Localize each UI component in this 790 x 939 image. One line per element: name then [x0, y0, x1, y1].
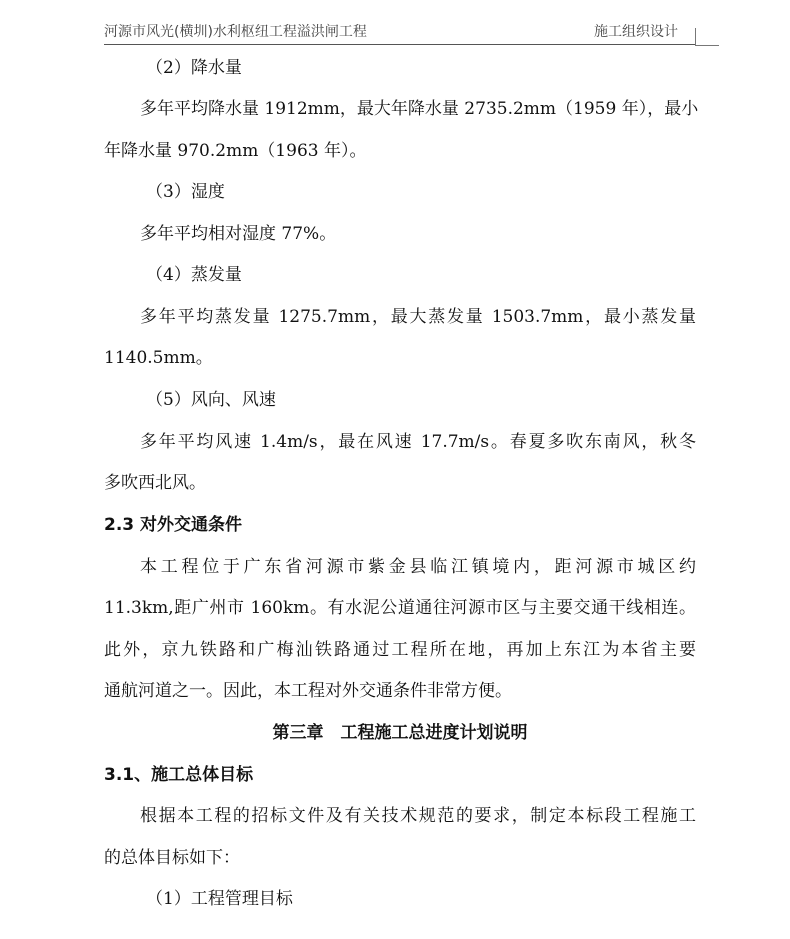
paragraph-line: 的总体目标如下：: [104, 848, 240, 868]
paragraph-line: 多年平均风速 1.4m/s，最在风速 17.7m/s。春夏多吹东南风，秋冬: [140, 432, 696, 452]
subheading-humidity: （3）湿度: [146, 182, 225, 202]
header-doc-type: 施工组织设计: [594, 24, 678, 40]
paragraph-line: 年降水量 970.2mm（1963 年）。: [104, 141, 367, 161]
paragraph-line: 根据本工程的招标文件及有关技术规范的要求，制定本标段工程施工: [140, 806, 696, 826]
paragraph-line: 多吹西北风。: [104, 473, 206, 493]
subheading-rainfall: （2）降水量: [146, 58, 242, 78]
header-project-title: 河源市风光(横圳)水利枢纽工程溢洪闸工程: [104, 24, 367, 40]
subheading-evaporation: （4）蒸发量: [146, 265, 242, 285]
paragraph-line: 多年平均降水量 1912mm，最大年降水量 2735.2mm（1959 年），最小: [140, 99, 699, 119]
paragraph-line: 多年平均蒸发量 1275.7mm，最大蒸发量 1503.7mm，最小蒸发量: [140, 307, 696, 327]
header-corner-mark-h: [695, 45, 719, 46]
paragraph-line: 此外，京九铁路和广梅汕铁路通过工程所在地，再加上东江为本省主要: [104, 640, 696, 660]
paragraph-line: 1140.5mm。: [104, 348, 213, 368]
section-heading-goals: 3.1、施工总体目标: [104, 765, 254, 785]
paragraph-line: 多年平均相对湿度 77%。: [140, 224, 337, 244]
page-header: [104, 18, 696, 45]
subheading-wind: （5）风向、风速: [146, 390, 276, 410]
header-corner-mark: [695, 28, 696, 46]
paragraph-line: 通航河道之一。因此，本工程对外交通条件非常方便。: [104, 681, 512, 701]
subheading-management-goal: （1）工程管理目标: [146, 889, 293, 909]
section-heading-transport: 2.3 对外交通条件: [104, 515, 243, 535]
paragraph-line: 11.3km,距广州市 160km。有水泥公道通往河源市区与主要交通干线相连。: [104, 598, 696, 618]
chapter-title: 第三章 工程施工总进度计划说明: [272, 723, 528, 743]
paragraph-line: 本工程位于广东省河源市紫金县临江镇境内，距河源市城区约: [140, 557, 696, 577]
